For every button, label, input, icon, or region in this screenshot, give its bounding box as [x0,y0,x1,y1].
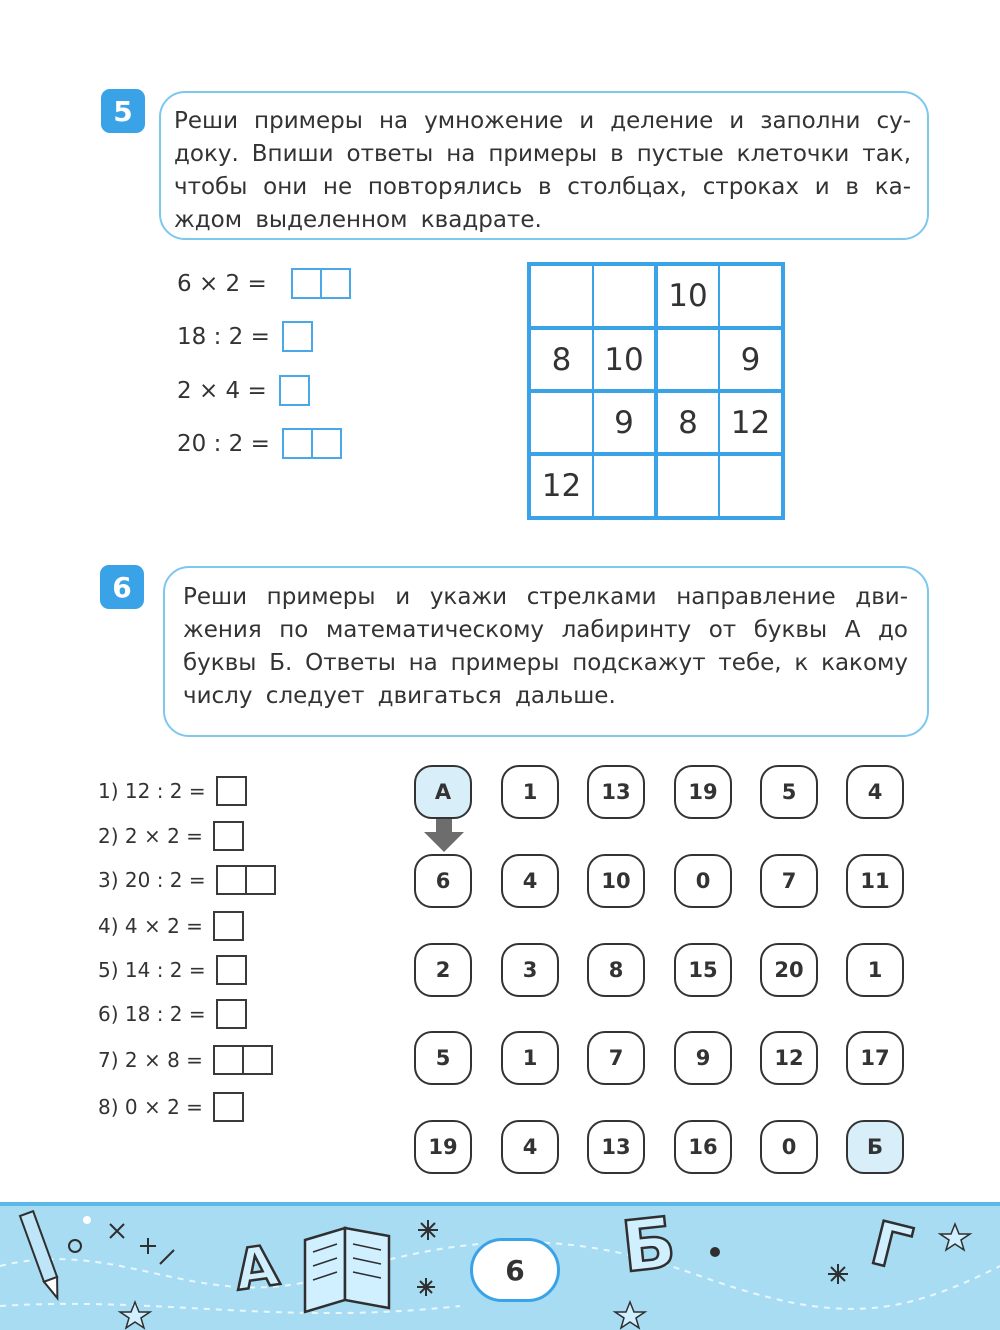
maze-node[interactable]: 4 [501,1120,559,1174]
maze-node[interactable]: 19 [414,1120,472,1174]
maze-node[interactable]: 5 [414,1031,472,1085]
answer-box[interactable] [216,776,247,806]
task-6-badge: 6 [100,565,144,609]
answer-box[interactable] [213,821,244,851]
maze-start-node[interactable]: А [414,765,472,819]
sudoku-cell[interactable] [719,454,782,517]
sudoku-cell[interactable]: 9 [593,391,656,454]
sudoku-cell[interactable] [530,265,593,328]
maze-node[interactable]: 2 [414,943,472,997]
answer-box[interactable] [322,268,351,299]
answer-box[interactable] [216,865,247,895]
maze-node[interactable]: 7 [760,854,818,908]
maze-node[interactable]: 0 [760,1120,818,1174]
equation-text: 18 : 2 = [177,323,270,350]
task-5-equation-3 [177,375,310,406]
maze-node[interactable]: 13 [587,1120,645,1174]
equation-text: 2) 2 × 2 = [98,824,203,848]
sudoku-cell[interactable]: 9 [719,328,782,391]
answer-box[interactable] [244,1045,273,1075]
footer-letter-b: Б [617,1201,680,1289]
task-5-line-1: Реши примеры на умножение и деление и заполни су- [174,108,911,134]
task-5-line-3: чтобы они не повторялись в столбцах, строках и в ка- [174,174,911,200]
sudoku-cell[interactable] [593,265,656,328]
answer-box[interactable] [279,375,310,406]
equation-text: 6 × 2 = [177,270,267,297]
maze-node[interactable]: 4 [846,765,904,819]
task-6-line-4: числу следует двигаться дальше. [183,683,616,709]
answer-box[interactable] [213,911,244,941]
task-6-equation-1 [98,776,247,806]
answer-box[interactable] [213,1045,244,1075]
answer-box[interactable] [313,428,342,459]
answer-box[interactable] [282,321,313,352]
maze-node[interactable]: 19 [674,765,732,819]
maze-node[interactable]: 17 [846,1031,904,1085]
sudoku-cell[interactable] [656,454,719,517]
maze-node[interactable]: 12 [760,1031,818,1085]
task-5-equation-1 [177,268,351,299]
pencil-icon [20,1211,64,1300]
task-5-badge: 5 [101,89,145,133]
task-6-equation-2 [98,821,244,851]
maze-end-node[interactable]: Б [846,1120,904,1174]
equation-text: 6) 18 : 2 = [98,1002,206,1026]
footer-letter-a: А [230,1233,283,1304]
task-6-line-2: жения по математическому лабиринту от буквы А до [183,617,908,643]
maze-node[interactable]: 16 [674,1120,732,1174]
equation-text: 3) 20 : 2 = [98,868,206,892]
answer-box[interactable] [291,268,322,299]
book-icon [305,1228,389,1312]
task-6-instruction [163,566,929,737]
maze-node[interactable]: 1 [501,765,559,819]
equation-text: 8) 0 × 2 = [98,1095,203,1119]
equation-text: 2 × 4 = [177,377,267,404]
maze-node[interactable]: 7 [587,1031,645,1085]
equation-text: 20 : 2 = [177,430,270,457]
equation-text: 1) 12 : 2 = [98,779,206,803]
maze-node[interactable]: 1 [846,943,904,997]
answer-box[interactable] [213,1092,244,1122]
maze-node[interactable]: 1 [501,1031,559,1085]
page-number: 6 [470,1238,560,1302]
task-6-equation-3 [98,865,276,895]
maze-node[interactable]: 13 [587,765,645,819]
answer-box[interactable] [216,999,247,1029]
sudoku-cell[interactable] [719,265,782,328]
maze-node[interactable]: 10 [587,854,645,908]
arrow-down-icon [422,818,466,854]
sudoku-cell[interactable] [593,454,656,517]
answer-box[interactable] [247,865,276,895]
maze-node[interactable]: 8 [587,943,645,997]
task-5-equation-4 [177,428,342,459]
sudoku-cell[interactable]: 10 [656,265,719,328]
equation-text: 7) 2 × 8 = [98,1048,203,1072]
sudoku-cell[interactable]: 10 [593,328,656,391]
maze-node[interactable]: 15 [674,943,732,997]
task-6-equation-4 [98,911,244,941]
maze-node[interactable]: 3 [501,943,559,997]
task-6-equation-7 [98,1045,273,1075]
task-6-line-1: Реши примеры и укажи стрелками направление дви- [183,584,908,610]
sudoku-cell[interactable]: 12 [719,391,782,454]
task-5-equation-2 [177,321,313,352]
task-6-equation-5 [98,955,247,985]
equation-text: 5) 14 : 2 = [98,958,206,982]
task-6-equation-8 [98,1092,244,1122]
maze-node[interactable]: 11 [846,854,904,908]
sudoku-cell[interactable]: 8 [656,391,719,454]
task-5-line-4: ждом выделенном квадрате. [174,207,542,233]
equation-text: 4) 4 × 2 = [98,914,203,938]
task-5-instruction [159,91,929,240]
footer-letter-g: Г [864,1208,919,1286]
maze-node[interactable]: 6 [414,854,472,908]
sudoku-cell[interactable] [656,328,719,391]
sudoku-cell[interactable] [530,391,593,454]
sudoku-cell[interactable]: 8 [530,328,593,391]
sudoku-grid [527,262,785,520]
task-6-equation-6 [98,999,247,1029]
task-6-line-3: буквы Б. Ответы на примеры подскажут тебе, к какому [183,650,908,676]
maze-node[interactable]: 0 [674,854,732,908]
task-5-line-2: доку. Впиши ответы на примеры в пустые клеточки так, [174,141,911,167]
maze-node[interactable]: 20 [760,943,818,997]
maze-node[interactable]: 4 [501,854,559,908]
maze-node[interactable]: 9 [674,1031,732,1085]
answer-box[interactable] [282,428,313,459]
sudoku-cell[interactable]: 12 [530,454,593,517]
maze-node[interactable]: 5 [760,765,818,819]
answer-box[interactable] [216,955,247,985]
